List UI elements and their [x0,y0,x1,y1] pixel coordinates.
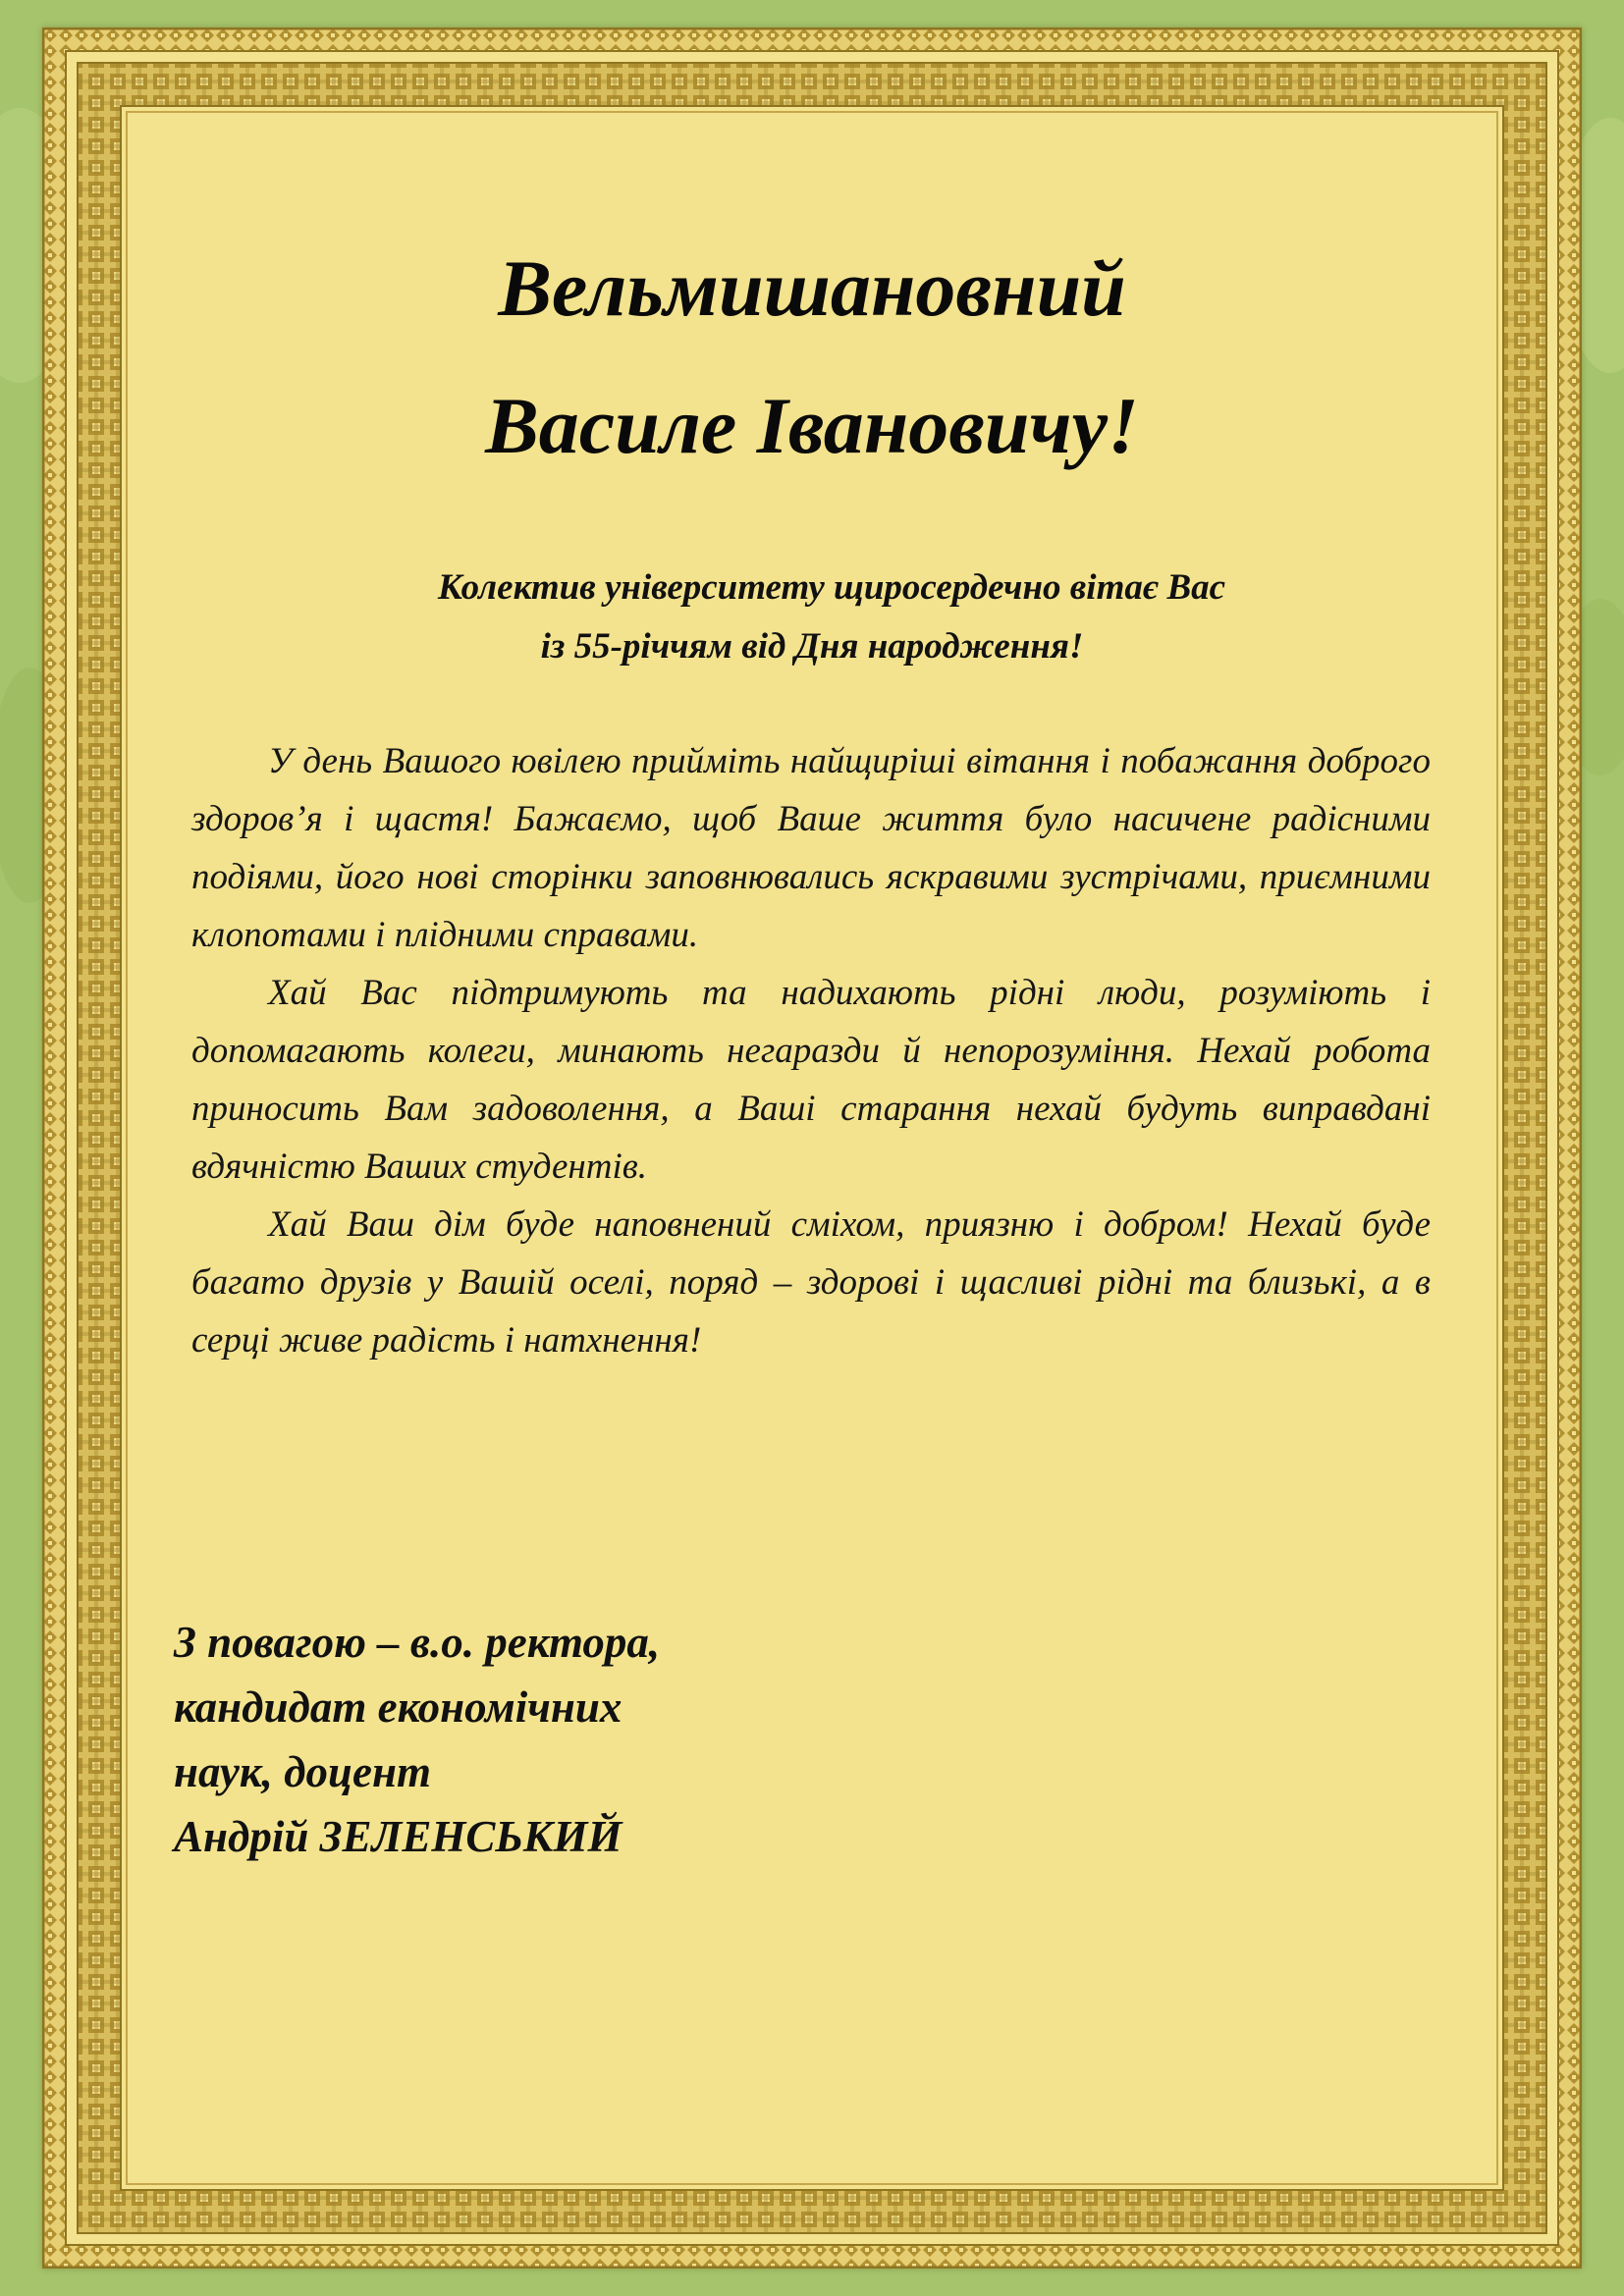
body-paragraph: У день Вашого ювілею прийміть найщиріші вітання і побажання доброго здоров’я і щастя! Бажаємо, щоб Ваше життя було насичене радісними подіями, його нові сторінки заповнювались яскравими зустрічами, приємними клопотами і плідними справами. [191,741,1431,955]
certificate-frame [42,27,1582,2269]
signature-line: З повагою – в.о. ректора, [174,1618,661,1667]
greeting-heading-line2: Василе Івановичу! [485,381,1139,470]
signature-line: кандидат економічних [174,1682,623,1732]
body-paragraph: Хай Вас підтримують та надихають рідні люди, розуміють і допомагають колеги, минають негаразди й непорозуміння. Нехай робота приносить Вам задоволення, а Ваші старання нехай будуть виправдані вдячністю Ваших студентів. [191,973,1431,1187]
certificate-content [42,27,1582,2269]
signature-name: Андрій ЗЕЛЕНСЬКИЙ [174,1812,623,1861]
greeting-heading-line1: Вельмишановний [498,243,1126,333]
greeting-body [191,732,1431,1369]
congratulation-subheading-line1: Колектив університету щиросердечно вітає Вас [437,567,1226,608]
congratulation-subheading-line2: із 55-річчям від Дня народження! [540,626,1084,667]
signature-line: наук, доцент [174,1747,431,1796]
body-paragraph: Хай Ваш дім буде наповнений сміхом, приязню і добром! Нехай буде багато друзів у Вашій оселі, поряд – здорові і щасливі рідні та близькі, а в серці живе радість і натхнення! [191,1204,1431,1361]
signature-block [174,1610,861,1869]
